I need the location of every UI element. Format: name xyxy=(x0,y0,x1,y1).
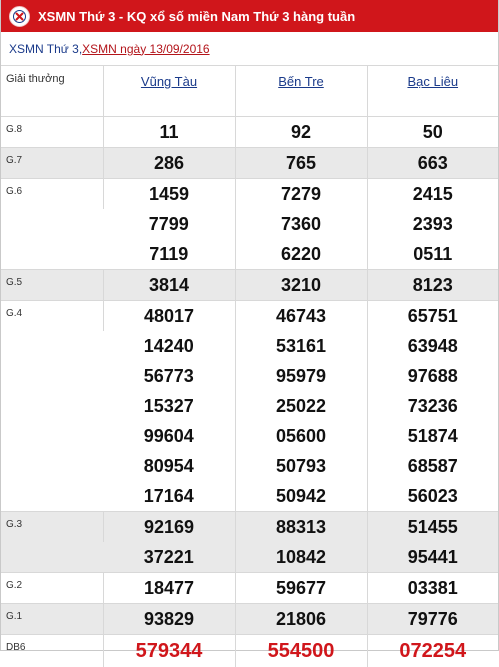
result-number: 7279 xyxy=(235,179,367,210)
result-number: 072254 xyxy=(367,635,498,667)
table-row xyxy=(1,512,498,543)
table-row xyxy=(1,148,498,179)
result-number: 6220 xyxy=(235,239,367,270)
result-number: 579344 xyxy=(103,635,235,667)
province-link-ben-tre[interactable]: Bến Tre xyxy=(278,74,324,89)
result-number: 56773 xyxy=(103,361,235,391)
result-number: 15327 xyxy=(103,391,235,421)
result-number: 73236 xyxy=(367,391,498,421)
results-table xyxy=(1,66,498,667)
result-number: 14240 xyxy=(103,331,235,361)
result-number: 7119 xyxy=(103,239,235,270)
result-number: 92169 xyxy=(103,512,235,543)
result-number: 11 xyxy=(103,117,235,148)
result-number: 95441 xyxy=(367,542,498,573)
result-number: 10842 xyxy=(235,542,367,573)
result-number: 48017 xyxy=(103,301,235,332)
result-number: 97688 xyxy=(367,361,498,391)
result-number: 50793 xyxy=(235,451,367,481)
result-number: 99604 xyxy=(103,421,235,451)
result-number: 21806 xyxy=(235,604,367,635)
result-number: 93829 xyxy=(103,604,235,635)
result-number: 51874 xyxy=(367,421,498,451)
result-number: 80954 xyxy=(103,451,235,481)
result-number: 7799 xyxy=(103,209,235,239)
prize-label: G.8 xyxy=(1,117,103,148)
result-number: 286 xyxy=(103,148,235,179)
result-number: 51455 xyxy=(367,512,498,543)
prize-label: DB6 xyxy=(1,635,103,667)
table-row xyxy=(1,604,498,635)
result-number: 2415 xyxy=(367,179,498,210)
lottery-logo-icon xyxy=(9,6,30,27)
result-number: 46743 xyxy=(235,301,367,332)
prize-label: G.1 xyxy=(1,604,103,635)
result-number: 59677 xyxy=(235,573,367,604)
prize-label: G.2 xyxy=(1,573,103,604)
result-number: 05600 xyxy=(235,421,367,451)
result-number: 65751 xyxy=(367,301,498,332)
result-number: 7360 xyxy=(235,209,367,239)
result-number: 37221 xyxy=(103,542,235,573)
result-number: 63948 xyxy=(367,331,498,361)
prize-label: G.5 xyxy=(1,270,103,301)
result-number: 2393 xyxy=(367,209,498,239)
result-number: 56023 xyxy=(367,481,498,512)
result-number: 663 xyxy=(367,148,498,179)
result-number: 3210 xyxy=(235,270,367,301)
prize-label: G.7 xyxy=(1,148,103,179)
result-number: 92 xyxy=(235,117,367,148)
result-number: 765 xyxy=(235,148,367,179)
result-number: 25022 xyxy=(235,391,367,421)
result-number: 554500 xyxy=(235,635,367,667)
prize-label: G.4 xyxy=(1,301,103,512)
prize-column-header: Giải thưởng xyxy=(1,66,103,117)
result-number: 95979 xyxy=(235,361,367,391)
panel-header xyxy=(1,0,498,32)
province-link-vung-tau[interactable]: Vũng Tàu xyxy=(141,74,197,89)
table-row xyxy=(1,270,498,301)
result-number: 17164 xyxy=(103,481,235,512)
result-number: 79776 xyxy=(367,604,498,635)
result-number: 53161 xyxy=(235,331,367,361)
result-number: 50942 xyxy=(235,481,367,512)
prize-label: G.3 xyxy=(1,512,103,573)
page-title: XSMN Thứ 3 - KQ xổ số miền Nam Thứ 3 hàng tuần xyxy=(38,9,355,24)
result-number: 18477 xyxy=(103,573,235,604)
result-number: 8123 xyxy=(367,270,498,301)
breadcrumb-date-link[interactable]: XSMN ngày 13/09/2016 xyxy=(82,42,209,56)
table-row xyxy=(1,301,498,332)
table-row xyxy=(1,573,498,604)
result-number: 3814 xyxy=(103,270,235,301)
result-number: 68587 xyxy=(367,451,498,481)
result-number: 50 xyxy=(367,117,498,148)
result-number: 0511 xyxy=(367,239,498,270)
result-number: 03381 xyxy=(367,573,498,604)
table-row xyxy=(1,117,498,148)
province-link-bac-lieu[interactable]: Bạc Liêu xyxy=(407,74,458,89)
breadcrumb-text: XSMN Thứ 3, xyxy=(9,42,82,56)
prize-label: G.6 xyxy=(1,179,103,270)
result-number: 1459 xyxy=(103,179,235,210)
table-row xyxy=(1,179,498,210)
result-number: 88313 xyxy=(235,512,367,543)
breadcrumb xyxy=(1,32,498,66)
